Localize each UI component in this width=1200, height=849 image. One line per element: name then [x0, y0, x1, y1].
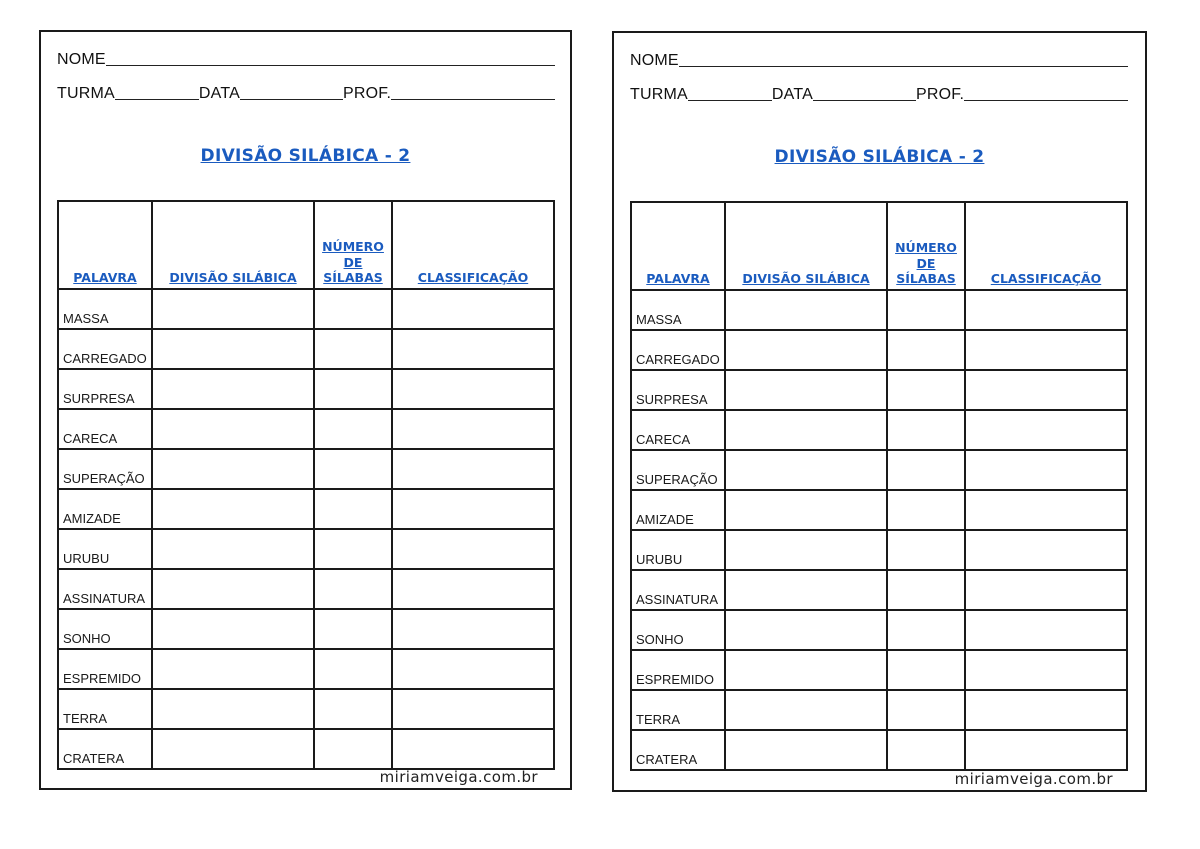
syllable-division-cell[interactable] — [725, 690, 887, 730]
classification-cell[interactable] — [392, 649, 554, 689]
syllable-count-cell[interactable] — [887, 530, 965, 570]
table-row — [631, 730, 1127, 770]
header-line: DE — [343, 254, 363, 270]
header-line: SÍLABAS — [323, 270, 383, 286]
syllable-count-cell[interactable] — [887, 690, 965, 730]
footer-website: miriamveiga.com.br — [379, 768, 538, 786]
word-cell: CARECA — [58, 409, 152, 449]
classification-cell[interactable] — [392, 289, 554, 329]
classification-cell[interactable] — [965, 570, 1127, 610]
worksheet-left — [39, 30, 572, 790]
header-line: NÚMERO — [322, 239, 384, 255]
classification-cell[interactable] — [965, 330, 1127, 370]
syllable-table — [57, 200, 555, 770]
syllable-count-cell[interactable] — [314, 289, 392, 329]
name-label: NOME — [57, 51, 106, 68]
classification-cell[interactable] — [965, 290, 1127, 330]
syllable-division-cell[interactable] — [152, 289, 314, 329]
classification-cell[interactable] — [965, 610, 1127, 650]
column-header-classification: CLASSIFICAÇÃO — [965, 202, 1127, 290]
syllable-division-cell[interactable] — [725, 290, 887, 330]
syllable-division-cell[interactable] — [152, 409, 314, 449]
table-row — [631, 490, 1127, 530]
classification-cell[interactable] — [392, 449, 554, 489]
name-blank[interactable] — [106, 52, 555, 66]
classification-cell[interactable] — [392, 489, 554, 529]
syllable-division-cell[interactable] — [152, 329, 314, 369]
syllable-division-cell[interactable] — [725, 650, 887, 690]
name-field — [57, 51, 555, 69]
word-cell: CARECA — [631, 410, 725, 450]
worksheet-title: DIVISÃO SILÁBICA - 2 — [774, 147, 985, 167]
word-cell: ESPREMIDO — [58, 649, 152, 689]
teacher-label: PROF. — [343, 85, 392, 102]
date-label: DATA — [771, 86, 813, 103]
syllable-division-cell[interactable] — [725, 490, 887, 530]
syllable-division-cell[interactable] — [152, 609, 314, 649]
syllable-count-cell[interactable] — [314, 489, 392, 529]
table-row — [58, 289, 554, 329]
table-row — [58, 369, 554, 409]
table-body — [631, 290, 1127, 770]
column-header-syllable-count — [314, 201, 392, 289]
syllable-count-cell[interactable] — [887, 570, 965, 610]
syllable-division-cell[interactable] — [725, 610, 887, 650]
syllable-division-cell[interactable] — [725, 530, 887, 570]
syllable-count-cell[interactable] — [314, 689, 392, 729]
table-row — [631, 450, 1127, 490]
syllable-division-cell[interactable] — [152, 569, 314, 609]
syllable-division-cell[interactable] — [152, 649, 314, 689]
classification-cell[interactable] — [965, 650, 1127, 690]
syllable-division-cell[interactable] — [725, 730, 887, 770]
table-row — [58, 569, 554, 609]
syllable-division-cell[interactable] — [152, 449, 314, 489]
classification-cell[interactable] — [965, 370, 1127, 410]
word-cell: SUPERAÇÃO — [631, 450, 725, 490]
word-cell: SONHO — [58, 609, 152, 649]
classification-cell[interactable] — [392, 609, 554, 649]
syllable-division-cell[interactable] — [152, 489, 314, 529]
syllable-count-cell[interactable] — [887, 330, 965, 370]
table-row — [58, 689, 554, 729]
syllable-count-cell[interactable] — [887, 290, 965, 330]
classification-cell[interactable] — [392, 529, 554, 569]
classification-cell[interactable] — [965, 730, 1127, 770]
table-body — [58, 289, 554, 769]
teacher-label: PROF. — [916, 86, 965, 103]
word-cell: ESPREMIDO — [631, 650, 725, 690]
header-line: DE — [916, 255, 936, 271]
class-date-teacher-fields — [630, 86, 1128, 104]
worksheet-right — [612, 31, 1147, 792]
teacher-blank[interactable] — [964, 87, 1128, 101]
syllable-count-cell[interactable] — [314, 409, 392, 449]
syllable-count-cell[interactable] — [887, 610, 965, 650]
class-blank[interactable] — [688, 87, 772, 101]
name-blank[interactable] — [679, 53, 1128, 67]
word-cell: CARREGADO — [631, 330, 725, 370]
classification-cell[interactable] — [965, 490, 1127, 530]
syllable-count-cell[interactable] — [314, 609, 392, 649]
syllable-count-cell[interactable] — [314, 729, 392, 769]
classification-cell[interactable] — [965, 530, 1127, 570]
word-cell: SURPRESA — [58, 369, 152, 409]
table-row — [58, 409, 554, 449]
column-header-word: PALAVRA — [631, 202, 725, 290]
table-row — [58, 329, 554, 369]
column-header-syllable-division: DIVISÃO SILÁBICA — [152, 201, 314, 289]
classification-cell[interactable] — [392, 569, 554, 609]
table-row — [58, 449, 554, 489]
table-row — [58, 609, 554, 649]
syllable-division-cell[interactable] — [725, 570, 887, 610]
table-row — [631, 370, 1127, 410]
syllable-division-cell[interactable] — [725, 330, 887, 370]
word-cell: SONHO — [631, 610, 725, 650]
classification-cell[interactable] — [392, 329, 554, 369]
word-cell: AMIZADE — [631, 490, 725, 530]
syllable-division-cell[interactable] — [152, 689, 314, 729]
syllable-count-cell[interactable] — [887, 490, 965, 530]
syllable-count-cell[interactable] — [887, 650, 965, 690]
header-line: NÚMERO — [895, 240, 957, 256]
classification-cell[interactable] — [392, 729, 554, 769]
table-row — [58, 649, 554, 689]
word-cell: TERRA — [58, 689, 152, 729]
syllable-count-cell[interactable] — [887, 370, 965, 410]
syllable-count-cell[interactable] — [314, 369, 392, 409]
date-blank[interactable] — [240, 86, 343, 100]
footer-website: miriamveiga.com.br — [954, 770, 1113, 788]
syllable-count-cell[interactable] — [314, 449, 392, 489]
table-row — [631, 330, 1127, 370]
column-header-syllable-count — [887, 202, 965, 290]
class-label: TURMA — [630, 86, 688, 103]
worksheet-title: DIVISÃO SILÁBICA - 2 — [200, 146, 411, 166]
word-cell: MASSA — [58, 289, 152, 329]
word-cell: SURPRESA — [631, 370, 725, 410]
teacher-blank[interactable] — [391, 86, 555, 100]
table-row — [631, 290, 1127, 330]
word-cell: CRATERA — [631, 730, 725, 770]
classification-cell[interactable] — [965, 690, 1127, 730]
date-label: DATA — [198, 85, 240, 102]
column-header-word: PALAVRA — [58, 201, 152, 289]
syllable-division-cell[interactable] — [152, 529, 314, 569]
syllable-count-cell[interactable] — [887, 450, 965, 490]
class-date-teacher-fields — [57, 85, 555, 103]
syllable-count-cell[interactable] — [314, 649, 392, 689]
word-cell: CARREGADO — [58, 329, 152, 369]
syllable-count-cell[interactable] — [314, 329, 392, 369]
word-cell: URUBU — [631, 530, 725, 570]
table-row — [631, 570, 1127, 610]
column-header-syllable-division: DIVISÃO SILÁBICA — [725, 202, 887, 290]
syllable-division-cell[interactable] — [152, 369, 314, 409]
syllable-table — [630, 201, 1128, 771]
table-row — [58, 729, 554, 769]
classification-cell[interactable] — [965, 450, 1127, 490]
word-cell: CRATERA — [58, 729, 152, 769]
table-row — [631, 530, 1127, 570]
classification-cell[interactable] — [392, 369, 554, 409]
table-row — [58, 529, 554, 569]
classification-cell[interactable] — [392, 409, 554, 449]
syllable-division-cell[interactable] — [725, 370, 887, 410]
header-line: SÍLABAS — [896, 271, 956, 287]
classification-cell[interactable] — [392, 689, 554, 729]
word-cell: ASSINATURA — [631, 570, 725, 610]
word-cell: MASSA — [631, 290, 725, 330]
syllable-count-cell[interactable] — [314, 529, 392, 569]
syllable-division-cell[interactable] — [725, 410, 887, 450]
column-header-classification: CLASSIFICAÇÃO — [392, 201, 554, 289]
classification-cell[interactable] — [965, 410, 1127, 450]
word-cell: URUBU — [58, 529, 152, 569]
word-cell: SUPERAÇÃO — [58, 449, 152, 489]
syllable-count-cell[interactable] — [887, 410, 965, 450]
syllable-count-cell[interactable] — [887, 730, 965, 770]
name-label: NOME — [630, 52, 679, 69]
word-cell: AMIZADE — [58, 489, 152, 529]
date-blank[interactable] — [813, 87, 916, 101]
table-row — [631, 690, 1127, 730]
class-blank[interactable] — [115, 86, 199, 100]
table-row — [631, 650, 1127, 690]
table-row — [631, 610, 1127, 650]
syllable-division-cell[interactable] — [152, 729, 314, 769]
table-row — [58, 489, 554, 529]
word-cell: TERRA — [631, 690, 725, 730]
class-label: TURMA — [57, 85, 115, 102]
word-cell: ASSINATURA — [58, 569, 152, 609]
name-field — [630, 52, 1128, 70]
syllable-count-cell[interactable] — [314, 569, 392, 609]
syllable-division-cell[interactable] — [725, 450, 887, 490]
table-row — [631, 410, 1127, 450]
